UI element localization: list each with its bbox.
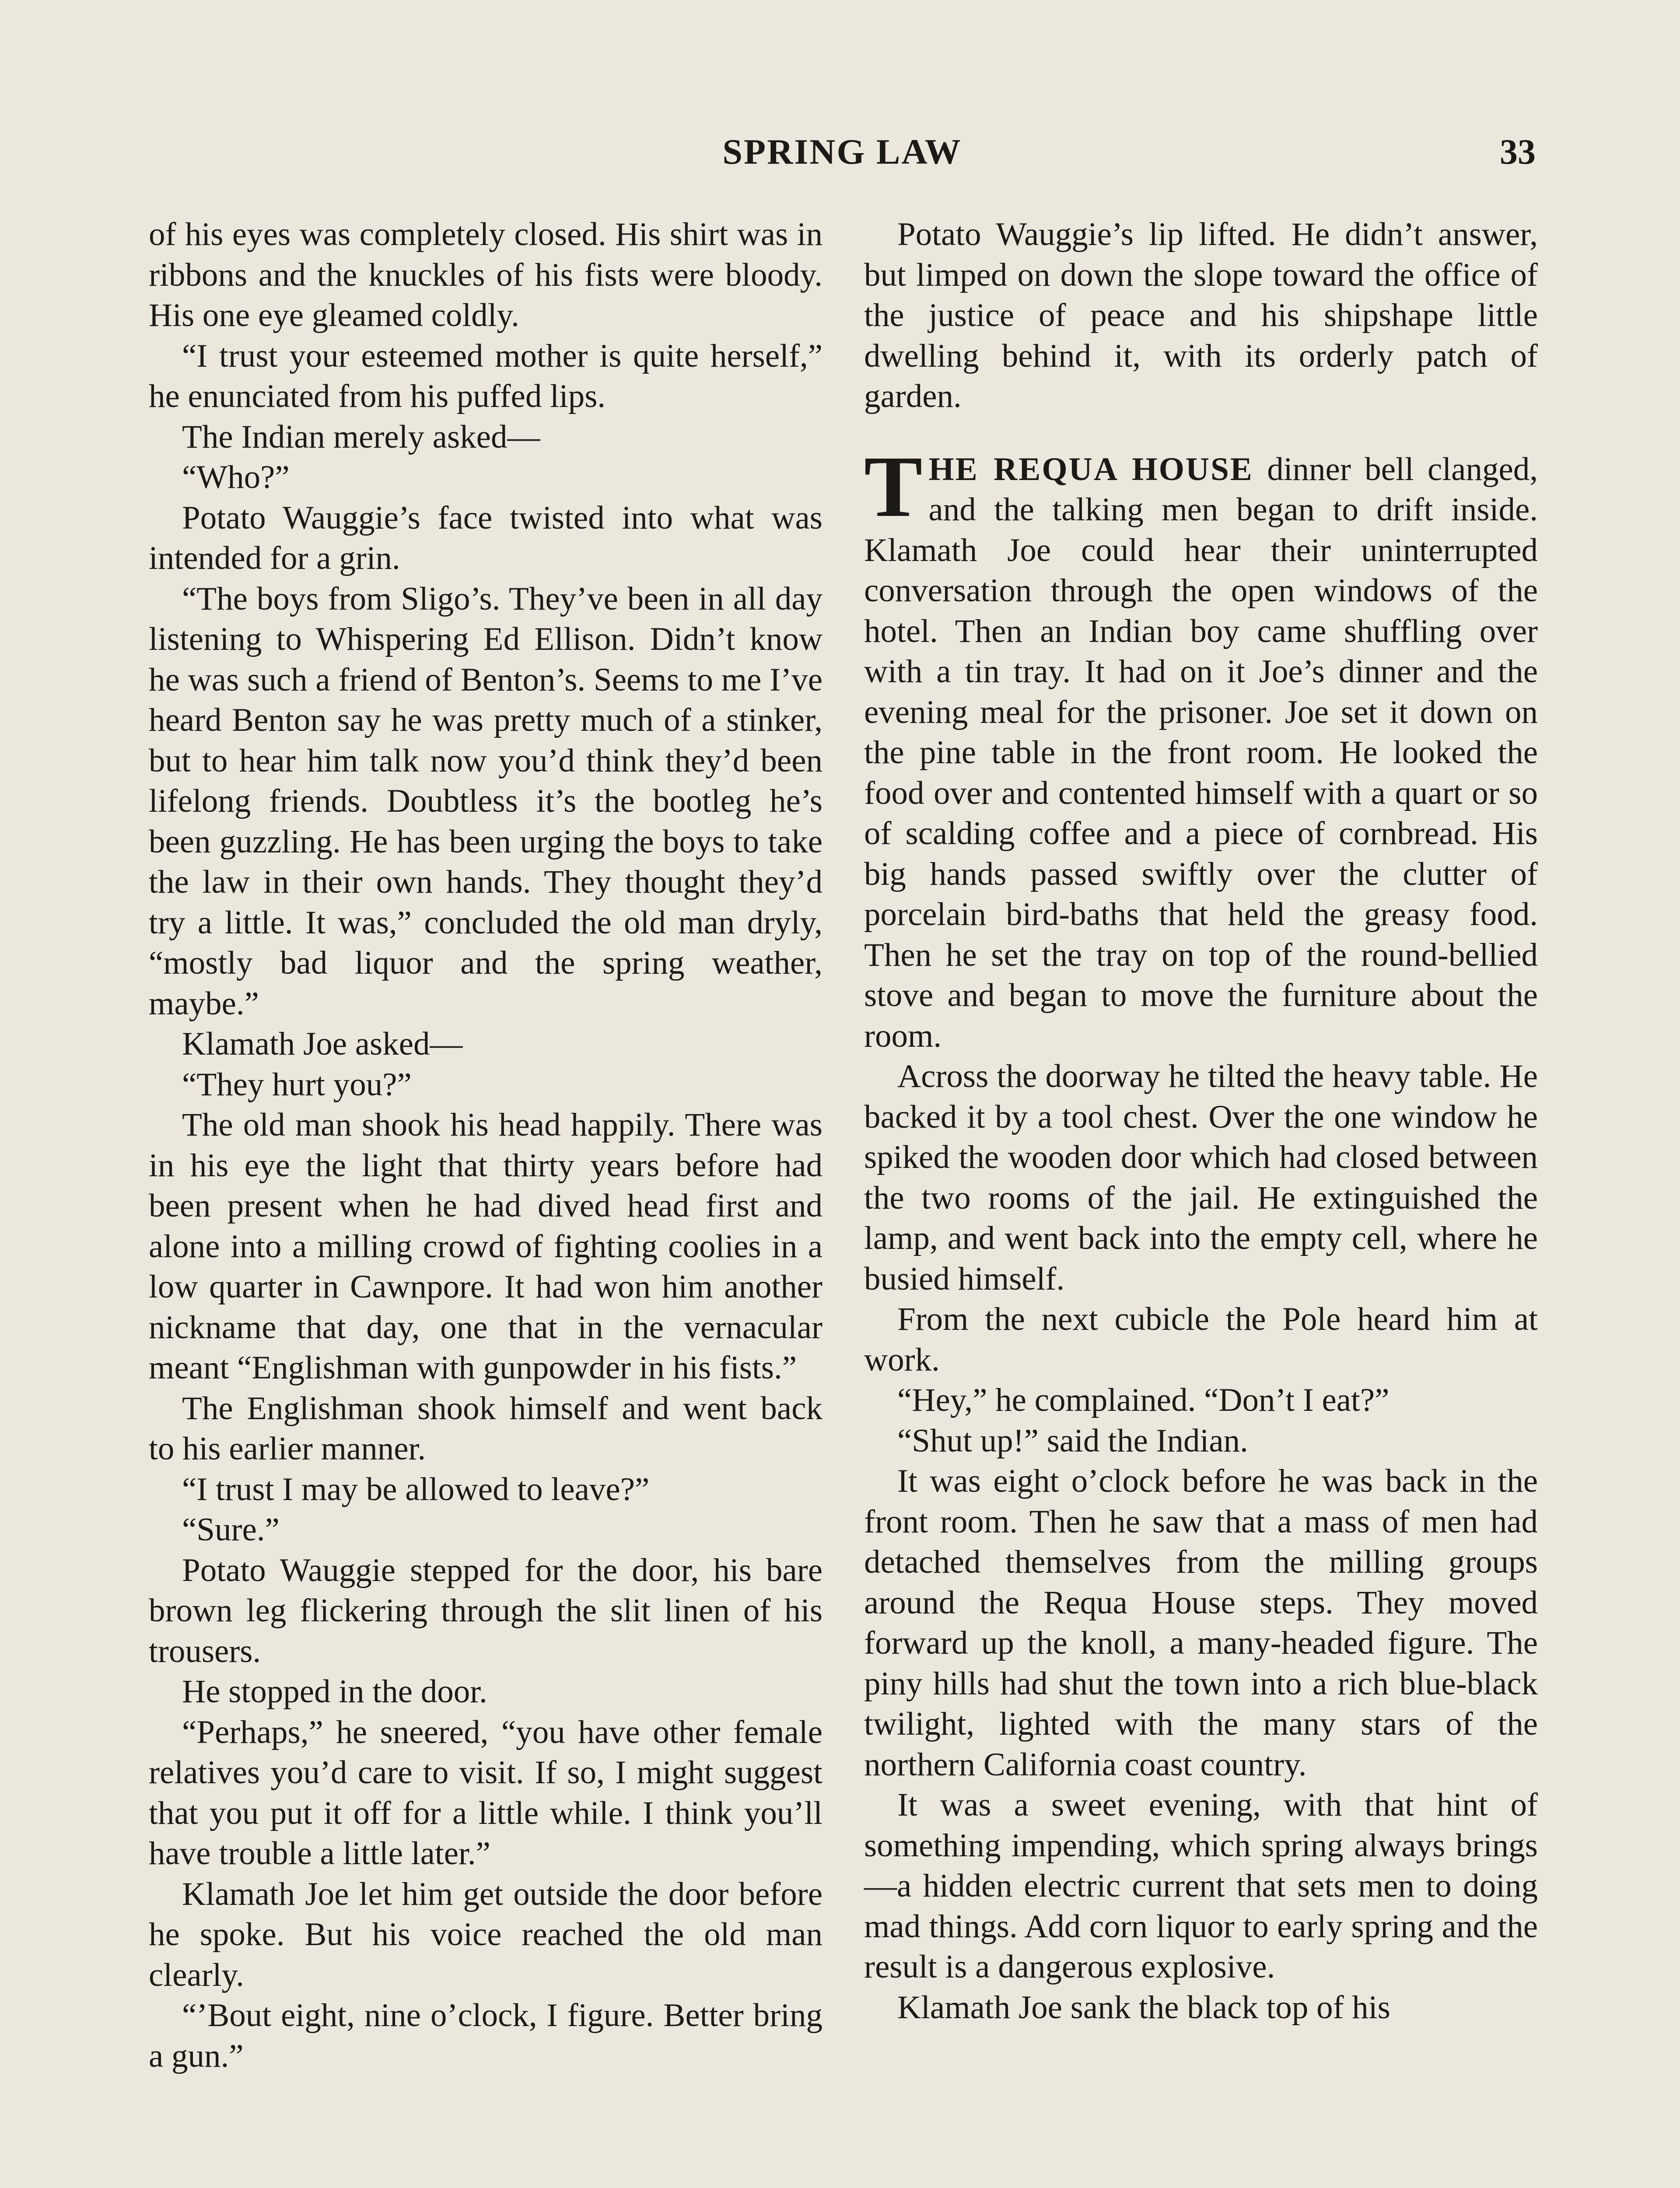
paragraph: “Perhaps,” he sneered, “you have other female relatives you’d care to visit. If so, I might suggest that you put it off for a little while. I think you’ll have trouble a little later.” <box>149 1714 822 1872</box>
paragraph: It was a sweet evening, with that hint of something impending, which spring always brings—a hidden electric current that sets men to doing mad things. Add corn liquor to early spring and the result is a dangerous explosive. <box>864 1787 1538 1985</box>
left-column <box>149 214 822 2076</box>
section-opening-paragraph <box>864 438 1538 1057</box>
paragraph: The Englishman shook himself and went back to his earlier manner. <box>149 1390 822 1467</box>
paragraph: He stopped in the door. <box>182 1673 487 1710</box>
section-text: dinner bell clanged, and the talking men began to drift inside. Klamath Joe could hear their uninterrupted conversation through the open windows of the hotel. Then an Indian boy came shuffling over with a tin tray. It had on it Joe’s dinner and the evening meal for the prisoner. Joe set it down on the pine table in the front room. He looked the food over and contented himself with a quart or so of scalding coffee and a piece of cornbread. His big hands passed swiftly over the clutter of porcelain bird-baths that held the greasy food. Then he set the tray on top of the round-bellied stove and began to move the furniture about the room. <box>864 451 1538 1054</box>
paragraph: “Hey,” he complained. “Don’t I eat?” <box>897 1382 1390 1418</box>
paragraph: Klamath Joe sank the black top of his <box>897 1989 1390 2026</box>
lead-in-caps: HE REQUA HOUSE <box>928 451 1253 487</box>
paragraph: “I trust I may be allowed to leave?” <box>182 1471 650 1508</box>
paragraph: Potato Wauggie stepped for the door, his bare brown leg flickering through the slit linen of his trousers. <box>149 1552 822 1669</box>
paragraph: Klamath Joe let him get outside the door before he spoke. But his voice reached the old man clearly. <box>149 1876 822 1993</box>
page-number: 33 <box>1500 132 1536 172</box>
right-column <box>864 214 1538 2028</box>
paragraph: “I trust your esteemed mother is quite herself,” he enunciated from his puffed lips. <box>149 337 822 414</box>
paragraph: “The boys from Sligo’s. They’ve been in all day listening to Whispering Ed Ellison. Didn’t know he was such a friend of Benton’s. Seems to me I’ve heard Benton say he was pretty much of a stinker, but to hear him talk now you’d think they’d been lifelong friends. Doubtless it’s the bootleg he’s been guzzling. He has been urging the boys to take the law in their own hands. They thought they’d try a little. It was,” concluded the old man dryly, “mostly bad liquor and the spring weather, maybe.” <box>149 580 822 1022</box>
paragraph: The old man shook his head happily. There was in his eye the light that thirty years before had been present when he had dived head first and alone into a milling crowd of fighting coolies in a low quarter in Cawnpore. It had won him another nickname that day, one that in the vernacular meant “Englishman with gunpowder in his fists.” <box>149 1107 822 1386</box>
paragraph: “They hurt you?” <box>182 1066 412 1103</box>
paragraph: It was eight o’clock before he was back in the front room. Then he saw that a mass of men had detached themselves from the milling groups around the Requa House steps. They moved forward up the knoll, a many-headed figure. The piny hills had shut the town into a rich blue-black twilight, lighted with the many stars of the northern California coast country. <box>864 1463 1538 1783</box>
paragraph: Potato Wauggie’s face twisted into what was intended for a grin. <box>149 499 822 576</box>
paragraph: Potato Wauggie’s lip lifted. He didn’t answer, but limped on down the slope toward the office of the justice of peace and his shipshape little dwelling behind it, with its orderly patch of garden. <box>864 216 1538 414</box>
running-head <box>149 131 1536 179</box>
paragraph: Across the doorway he tilted the heavy table. He backed it by a tool chest. Over the one window he spiked the wooden door which had closed between the two rooms of the jail. He extinguished the lamp, and went back into the empty cell, where he busied himself. <box>864 1058 1538 1297</box>
paragraph: “’Bout eight, nine o’clock, I figure. Better bring a gun.” <box>149 1997 822 2074</box>
paragraph: Klamath Joe asked— <box>182 1026 463 1062</box>
paragraph: From the next cubicle the Pole heard him at work. <box>864 1301 1538 1378</box>
paragraph: “Sure.” <box>182 1511 280 1548</box>
drop-cap: T <box>864 438 923 535</box>
paragraph: “Shut up!” said the Indian. <box>897 1422 1248 1459</box>
paragraph: The Indian merely asked— <box>182 418 540 455</box>
paragraph: “Who?” <box>182 459 290 495</box>
paragraph: of his eyes was completely closed. His shirt was in ribbons and the knuckles of his fists were bloody. His one eye gleamed coldly. <box>149 216 822 333</box>
running-head-title: SPRING LAW <box>722 132 962 172</box>
